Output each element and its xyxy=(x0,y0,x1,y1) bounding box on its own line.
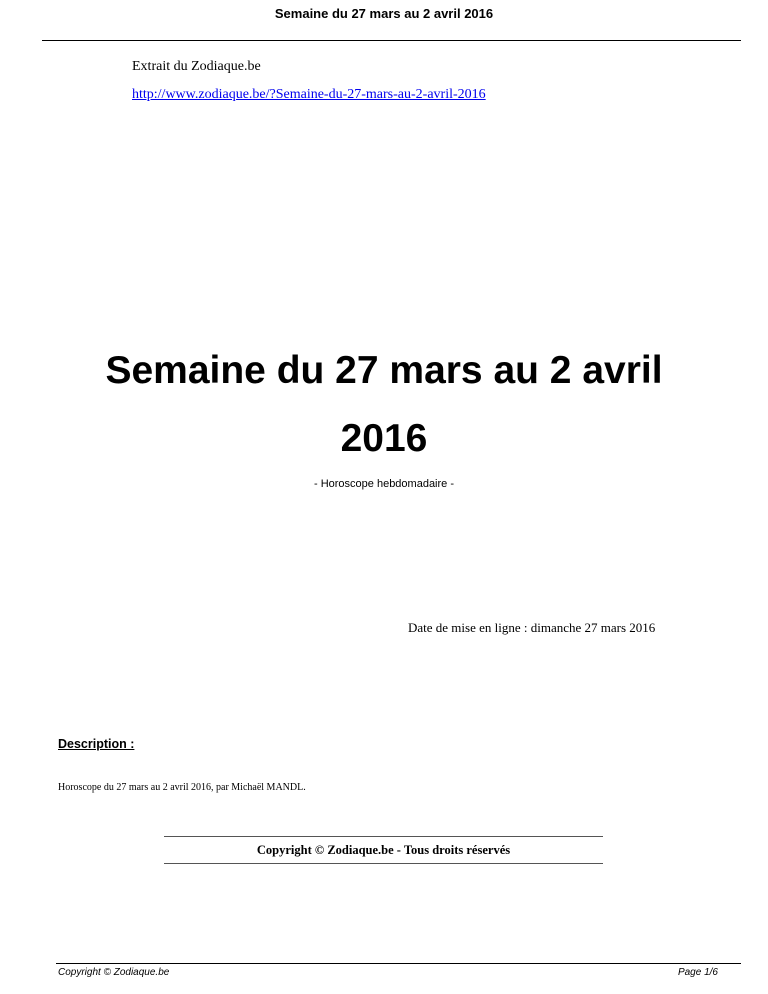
extract-label: Extrait du Zodiaque.be xyxy=(132,59,261,74)
copyright-divider-bottom xyxy=(164,863,603,864)
footer-copyright: Copyright © Zodiaque.be xyxy=(58,967,170,978)
description-heading: Description : xyxy=(58,737,135,751)
description-text: Horoscope du 27 mars au 2 avril 2016, par Michaël MANDL. xyxy=(58,782,306,793)
header-divider xyxy=(42,40,741,41)
footer-divider xyxy=(56,963,741,964)
publication-date: Date de mise en ligne : dimanche 27 mars 2016 xyxy=(408,620,656,635)
page-header-title: Semaine du 27 mars au 2 avril 2016 xyxy=(274,6,494,21)
copyright-notice: Copyright © Zodiaque.be - Tous droits réservés xyxy=(256,843,511,857)
article-subtitle: - Horoscope hebdomadaire - xyxy=(313,478,455,490)
page-number: Page 1/6 xyxy=(677,967,718,978)
article-title: Semaine du 27 mars au 2 avril 2016 xyxy=(105,349,663,460)
copyright-divider-top xyxy=(164,836,603,837)
source-link[interactable]: http://www.zodiaque.be/?Semaine-du-27-mars-au-2-avril-2016 xyxy=(132,87,486,102)
